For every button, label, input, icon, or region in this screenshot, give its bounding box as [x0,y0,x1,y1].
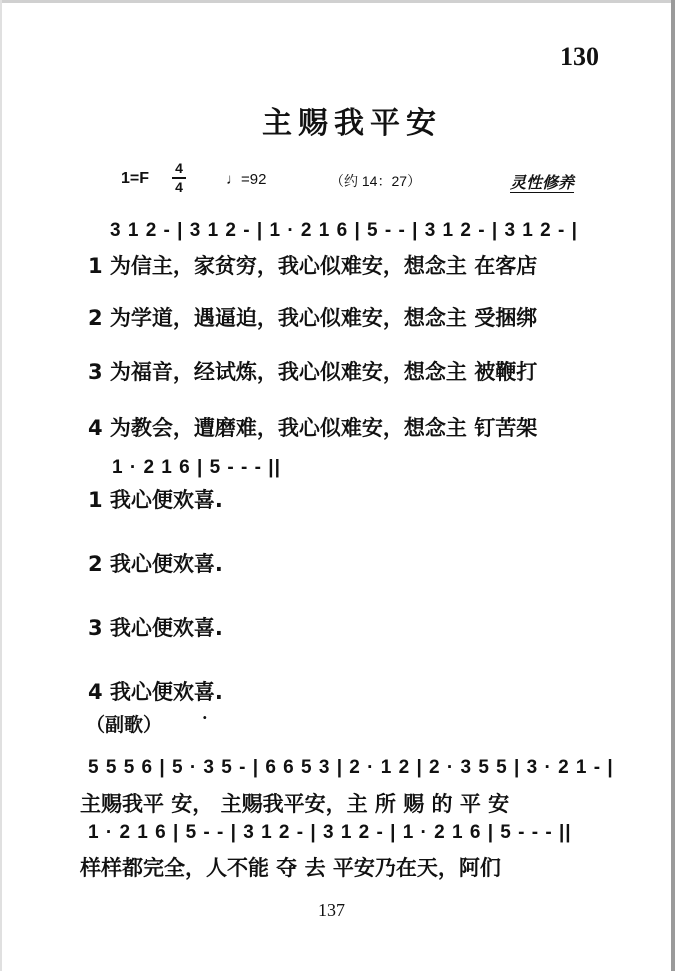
chorus-label: （副歌） [86,714,163,736]
verse-3-lyric-line1: 3 为福音，经试炼，我心似难安，想念主 被鞭打 [88,360,538,384]
hymn-category: 灵性修养 [510,173,575,192]
verse-1-lyric-line2: 1 我心便欢喜. [88,488,223,512]
chorus-lyric-line2: 样样都完全，人不能 夺 去 平安乃在天，阿们 [80,856,501,880]
hymn-number: 130 [560,42,599,71]
time-signature [172,161,186,195]
chorus-dot-mark: · [202,708,208,727]
page-edge-right [671,0,675,971]
hymn-title: 主赐我平安 [262,106,442,141]
page-edge-top [0,0,675,3]
page-number: 137 [318,900,345,920]
duration-note: （约 14：27） [330,173,422,189]
chorus-notation-line1: 5 5 5 6 | 5 · 3 5 - | 6 6 5 3 | 2 · 1 2 | 2 · 3 5 5 | 3 · 2 1 - | [88,757,614,778]
tempo-marking: ♩=92 [226,171,267,188]
verse-2-lyric-line1: 2 为学道，遇逼迫，我心似难安，想念主 受捆绑 [88,306,538,330]
verse-3-lyric-line2: 3 我心便欢喜. [88,616,223,640]
verse-notation-line2: 1 · 2 1 6 | 5 - - - || [112,457,281,478]
verse-1-lyric-line1: 1 为信主，家贫穷，我心似难安，想念主 在客店 [88,254,538,278]
time-numerator: 4 [175,160,183,176]
page-edge-left [0,0,2,971]
key-signature: 1=F [121,170,150,187]
verse-notation-line1: 3 1 2 - | 3 1 2 - | 1 · 2 1 6 | 5 - - | 3 1 2 - | 3 1 2 - | [110,220,578,241]
chorus-lyric-line1: 主赐我平 安， 主赐我平安，主 所 赐 的 平 安 [80,792,510,816]
verse-2-lyric-line2: 2 我心便欢喜. [88,552,223,576]
chorus-notation-line2: 1 · 2 1 6 | 5 - - | 3 1 2 - | 3 1 2 - | 1 · 2 1 6 | 5 - - - || [88,822,572,843]
verse-4-lyric-line2: 4 我心便欢喜. [88,680,223,704]
verse-4-lyric-line1: 4 为教会，遭磨难，我心似难安，想念主 钉苦架 [88,416,538,440]
time-denominator: 4 [175,179,183,195]
